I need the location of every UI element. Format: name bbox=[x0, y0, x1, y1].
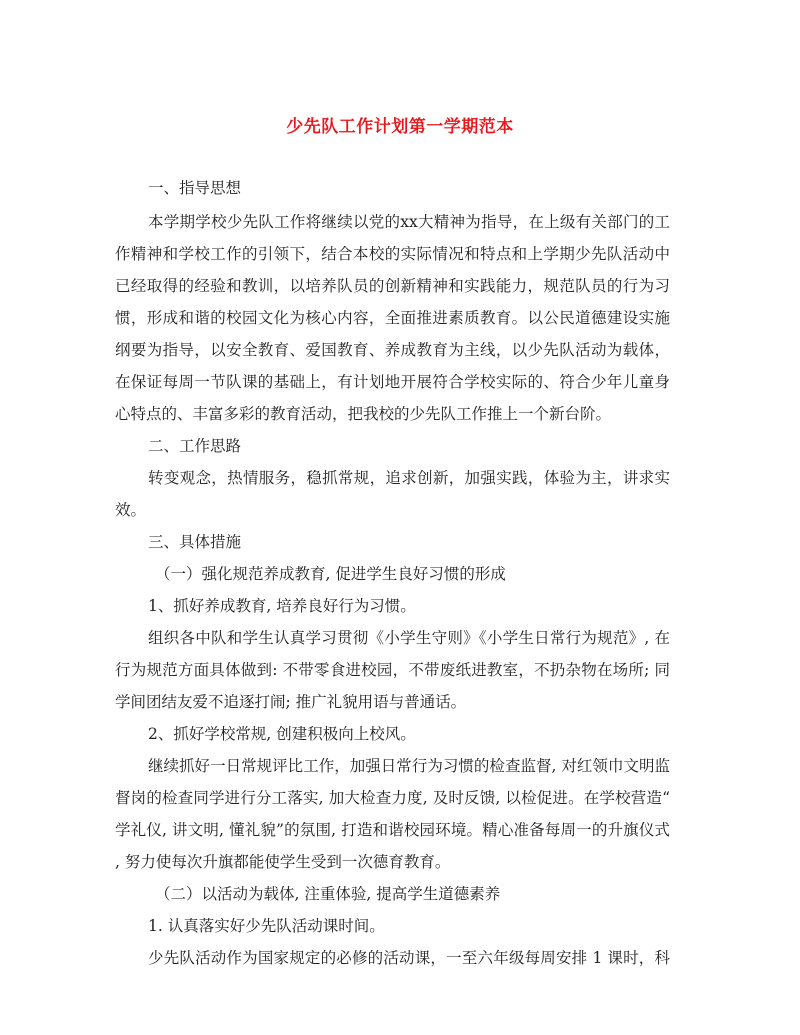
paragraph-line: 组织各中队和学生认真学习贯彻《小学生守则》《小学生日常行为规范》, 在 bbox=[148, 629, 670, 647]
paragraph-line: 学礼仪, 讲文明, 懂礼貌”的氛围, 打造和谐校园环境。精心准备每周一的升旗仪式 bbox=[115, 821, 670, 839]
subheading-habits: （一）强化规范养成教育, 促进学生良好习惯的形成 bbox=[155, 565, 506, 583]
paragraph-line: 学间团结友爱不追逐打闹; 推广礼貌用语与普通话。 bbox=[115, 693, 467, 711]
paragraph-line: 作精神和学校工作的引领下，结合本校的实际情况和特点和上学期少先队活动中 bbox=[115, 245, 670, 263]
paragraph-line: 少先队活动作为国家规定的必修的活动课，一至六年级每周安排 1 课时，科 bbox=[148, 949, 670, 967]
paragraph-line: 本学期学校少先队工作将继续以党的xx大精神为指导，在上级有关部门的工 bbox=[148, 213, 670, 231]
document-title: 少先队工作计划第一学期范本 bbox=[286, 117, 514, 137]
subheading-activities: （二）以活动为载体, 注重体验, 提高学生道德素养 bbox=[155, 885, 501, 903]
item-heading: 2、抓好学校常规, 创建积极向上校风。 bbox=[148, 725, 416, 743]
heading-specific-measures: 三、具体措施 bbox=[148, 533, 242, 551]
paragraph-line: 效。 bbox=[115, 501, 147, 519]
paragraph-line: 转变观念，热情服务，稳抓常规，追求创新，加强实践，体验为主，讲求实 bbox=[148, 469, 670, 487]
paragraph-line: 已经取得的经验和教训，以培养队员的创新精神和实践能力，规范队员的行为习 bbox=[115, 277, 670, 295]
item-heading: 1、抓好养成教育, 培养良好行为习惯。 bbox=[148, 597, 416, 615]
paragraph-line: 纲要为指导，以安全教育、爱国教育、养成教育为主线，以少先队活动为载体， bbox=[115, 341, 670, 359]
paragraph-line: 心特点的、丰富多彩的教育活动，把我校的少先队工作推上一个新台阶。 bbox=[115, 405, 612, 423]
paragraph-line: 行为规范方面具体做到: 不带零食进校园，不带废纸进教室，不扔杂物在场所; 同 bbox=[115, 661, 670, 679]
paragraph-line: 继续抓好一日常规评比工作，加强日常行为习惯的检查监督, 对红领巾文明监 bbox=[148, 757, 670, 775]
heading-guiding-ideology: 一、指导思想 bbox=[148, 179, 242, 197]
paragraph-line: , 努力使每次升旗都能使学生受到一次德育教育。 bbox=[115, 853, 451, 871]
paragraph-line: 督岗的检查同学进行分工落实, 加大检查力度, 及时反馈, 以检促进。在学校营造“ bbox=[115, 789, 670, 807]
paragraph-line: 在保证每周一节队课的基础上，有计划地开展符合学校实际的、符合少年儿童身 bbox=[115, 373, 670, 391]
heading-work-approach: 二、工作思路 bbox=[148, 437, 242, 455]
item-heading: 1. 认真落实好少先队活动课时间。 bbox=[148, 917, 385, 935]
paragraph-line: 惯，形成和谐的校园文化为核心内容，全面推进素质教育。以公民道德建设实施 bbox=[115, 309, 670, 327]
